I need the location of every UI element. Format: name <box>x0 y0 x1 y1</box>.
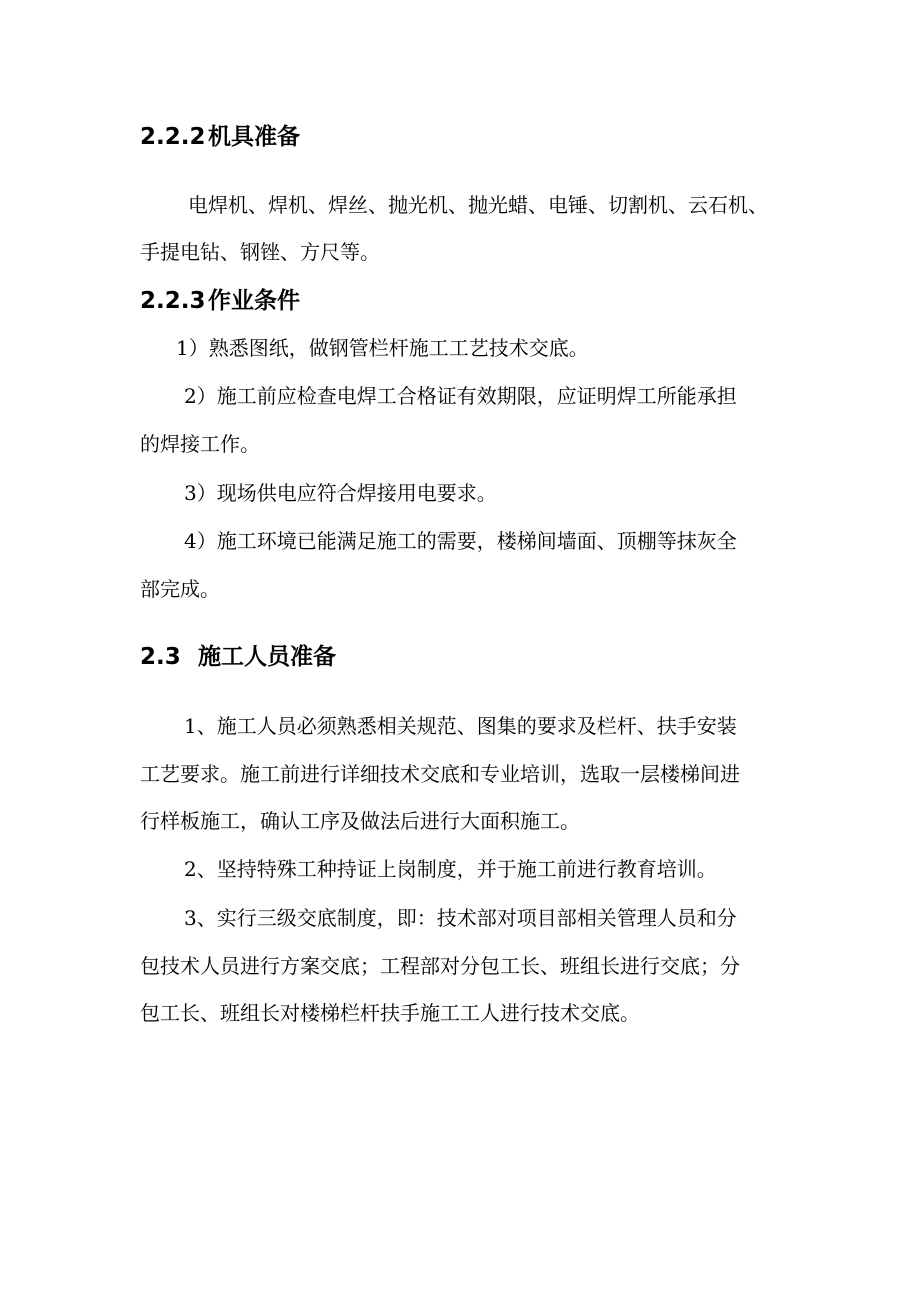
section-number: 2.2.3 <box>140 288 206 314</box>
paragraph-line: 4）施工环境已能满足施工的需要，楼梯间墙面、顶棚等抹灰全 <box>184 529 737 553</box>
paragraph-line: 行样板施工，确认工序及做法后进行大面积施工。 <box>140 809 580 833</box>
paragraph-tools-cont <box>140 229 792 277</box>
paragraph-line: 的焊接工作。 <box>140 431 260 456</box>
condition-item-4 <box>140 518 792 613</box>
paragraph-line: 部完成。 <box>140 576 220 601</box>
paragraph-line: 包工长、班组长对楼梯栏杆扶手施工工人进行技术交底。 <box>140 1001 640 1025</box>
paragraph-line: 1、施工人员必须熟悉相关规范、图集的要求及栏杆、扶手安装 <box>184 714 737 738</box>
section-heading-2-2-2 <box>140 122 300 152</box>
condition-item-1 <box>176 325 828 373</box>
paragraph-line: 电焊机、焊机、焊丝、抛光机、抛光蜡、电锤、切割机、云石机、 <box>188 193 768 217</box>
condition-item-3 <box>140 470 792 518</box>
paragraph-line: 2、坚持特殊工种持证上岗制度，并于施工前进行教育培训。 <box>184 857 717 881</box>
section-title: 作业条件 <box>208 288 300 314</box>
personnel-item-1 <box>140 703 792 846</box>
paragraph-tools <box>188 182 840 230</box>
paragraph-line: 工艺要求。施工前进行详细技术交底和专业培训，选取一层楼梯间进 <box>140 761 740 786</box>
paragraph-line: 手提电钻、钢锉、方尺等。 <box>140 240 380 264</box>
paragraph-line: 2）施工前应检查电焊工合格证有效期限，应证明焊工所能承担 <box>184 384 737 408</box>
paragraph-line: 3）现场供电应符合焊接用电要求。 <box>184 481 497 505</box>
paragraph-line: 包技术人员进行方案交底；工程部对分包工长、班组长进行交底；分 <box>140 953 740 978</box>
personnel-item-2 <box>140 846 792 894</box>
paragraph-line: 3、实行三级交底制度，即：技术部对项目部相关管理人员和分 <box>184 906 737 930</box>
section-title: 施工人员准备 <box>198 644 336 670</box>
section-number: 2.3 <box>140 644 181 670</box>
section-heading-2-3 <box>140 642 336 672</box>
section-number: 2.2.2 <box>140 124 206 150</box>
paragraph-line: 1）熟悉图纸，做钢管栏杆施工工艺技术交底。 <box>176 336 589 360</box>
personnel-item-3 <box>140 895 792 1038</box>
section-title: 机具准备 <box>208 124 300 150</box>
condition-item-2 <box>140 373 792 468</box>
section-heading-2-2-3 <box>140 286 300 316</box>
